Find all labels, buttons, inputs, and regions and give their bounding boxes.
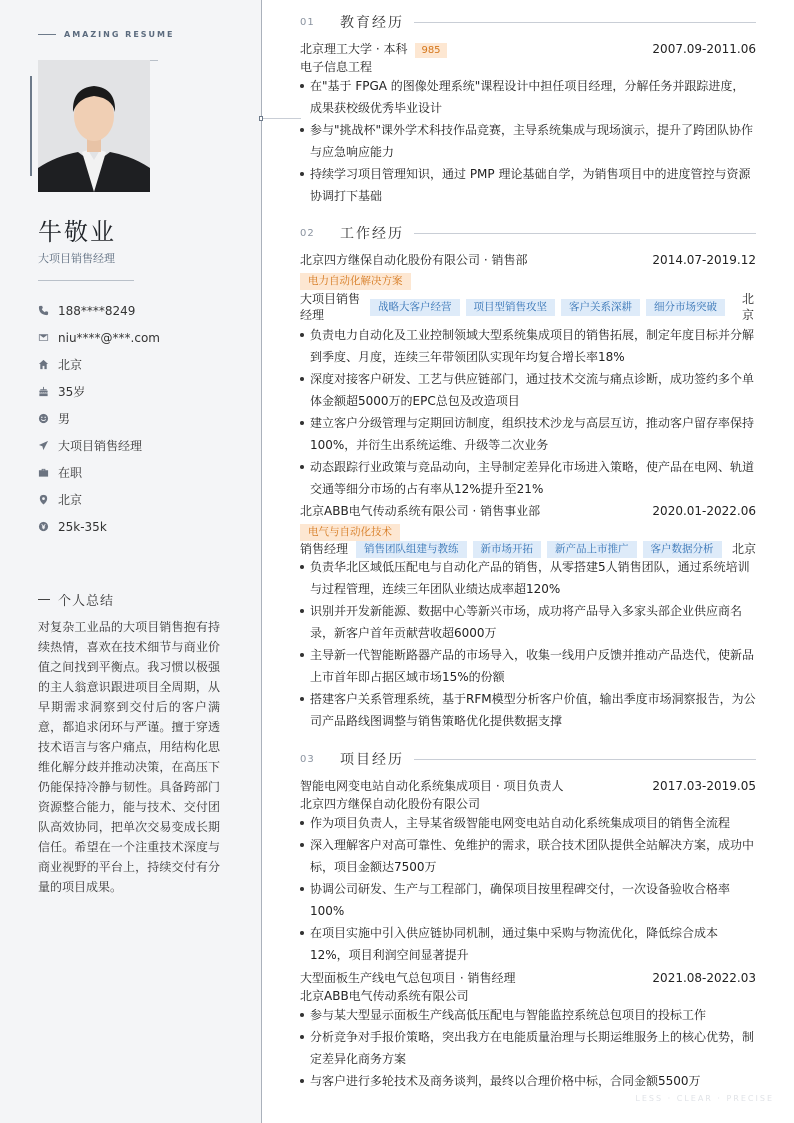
job-bullet: 深度对接客户研发、工艺与供应链部门，通过技术交流与痛点诊断，成功签约多个单体金额超5000万的EPC总包及改造项目 xyxy=(300,368,756,412)
skill-tag: 销售团队组建与教练 xyxy=(356,541,467,558)
summary-heading xyxy=(38,590,114,609)
info-salary: 25k-35k xyxy=(58,519,107,534)
photo-frame-line xyxy=(30,76,32,176)
section-rule xyxy=(414,233,756,234)
skill-tag: 客户数据分析 xyxy=(643,541,722,558)
info-target-role: 大项目销售经理 xyxy=(58,439,143,453)
project-bullets xyxy=(300,812,756,966)
info-item-email xyxy=(38,324,160,351)
section-rule xyxy=(414,759,756,760)
job-header xyxy=(300,502,756,520)
avatar-illustration xyxy=(38,60,150,192)
industry-tag: 电力自动化解决方案 xyxy=(300,273,411,290)
skill-tag: 新产品上市推广 xyxy=(547,541,637,558)
project-header xyxy=(300,777,756,795)
info-item-target xyxy=(38,432,160,459)
skill-tag: 细分市场突破 xyxy=(646,299,725,316)
info-job-status: 在职 xyxy=(58,466,83,480)
project-bullet: 分析竞争对手报价策略，突出我方在电能质量治理与长期运维服务上的核心优势，制定差异化商务方案 xyxy=(300,1026,756,1070)
job-city: 北京 xyxy=(742,292,755,322)
job-bullet: 识别并开发新能源、数据中心等新兴市场，成功将产品导入多家头部企业供应商名录，新客户首年贡献营收超6000万 xyxy=(300,600,756,644)
summary-dash xyxy=(38,599,50,600)
sidebar xyxy=(0,0,262,1123)
job-position: 大项目销售经理 xyxy=(300,292,361,322)
info-hometown: 北京 xyxy=(58,358,83,372)
job-position: 销售经理 xyxy=(300,542,349,556)
school-line xyxy=(300,40,447,58)
job-bullet: 负责华北区域低压配电与自动化产品的销售，从零搭建5人销售团队，通过系统培训与过程管理，连续三年团队业绩达成率超120% xyxy=(300,556,756,600)
project-header xyxy=(300,969,756,987)
profile-name: 牛敬业 xyxy=(38,218,116,246)
job-bullet: 主导新一代智能断路器产品的市场导入，收集一线用户反馈并推动产品迭代，使新品上市首年即占据区域市场15%的份额 xyxy=(300,644,756,688)
brand xyxy=(38,30,174,39)
info-email: niu****@***.com xyxy=(58,330,160,345)
contact-info-list xyxy=(38,297,160,540)
job-date: 2014.07-2019.12 xyxy=(652,253,756,267)
briefcase-icon xyxy=(38,467,58,478)
job-bullets xyxy=(300,556,756,732)
summary-text: 对复杂工业品的大项目销售抱有持续热情，喜欢在技术细节与商业价值之间找到平衡点。我习惯以极强的主人翁意识跟进项目全周期，从早期需求洞察到交付后的客户满意，都追求闭环与严谨。擅于穿透技术语言与客户痛点，用结构化思维化解分歧并推动决策，在高压下仍能保持冷静与韧性。具备跨部门资源整合能力，能与技术、交付团队高效协同，把单次交易变成长期信任。希望在一个注重技术深度与商业视野的平台上，持续交付有分量的项目成果。 xyxy=(38,620,220,894)
skill-tag: 项目型销售攻坚 xyxy=(466,299,556,316)
project-date: 2021.08-2022.03 xyxy=(652,971,756,985)
section-work-header xyxy=(300,223,756,243)
job-header xyxy=(300,251,756,269)
timeline-connector xyxy=(261,118,301,119)
info-phone: 188****8249 xyxy=(58,303,136,318)
summary-title: 个人总结 xyxy=(58,594,115,609)
education-bullet: 持续学习项目管理知识，通过 PMP 理论基础自学，为销售项目中的进度管控与资源协调打下基础 xyxy=(300,163,756,207)
footer-watermark: LESS · CLEAR · PRECISE xyxy=(635,1094,774,1103)
skill-tag: 客户关系深耕 xyxy=(561,299,640,316)
project-bullet: 深入理解客户对高可靠性、免维护的需求，联合技术团队提供全站解决方案，成功中标，项目金额达7500万 xyxy=(300,834,756,878)
section-title: 项目经历 xyxy=(340,752,404,768)
home-icon xyxy=(38,359,58,370)
education-date: 2007.09-2011.06 xyxy=(652,42,756,56)
job-bullet: 建立客户分级管理与定期回访制度，组织技术沙龙与高层互访，推动客户留存率保持100%，并衍生出系统运维、升级等二次业务 xyxy=(300,412,756,456)
project-company: 北京四方继保自动化股份有限公司 xyxy=(300,797,481,811)
section-number: 03 xyxy=(300,753,315,765)
job-bullet: 负责电力自动化及工业控制领域大型系统集成项目的销售拓展，制定年度目标并分解到季度、月度，连续三年带领团队实现年均复合增长率18% xyxy=(300,324,756,368)
education-bullet: 参与"挑战杯"课外学术科技作品竞赛，主导系统集成与现场演示，提升了跨团队协作与应急响应能力 xyxy=(300,119,756,163)
info-item-gender xyxy=(38,405,160,432)
info-age: 35岁 xyxy=(58,385,86,399)
smile-icon xyxy=(38,413,58,424)
section-education-header xyxy=(300,12,756,32)
project-name: 智能电网变电站自动化系统集成项目 · 项目负责人 xyxy=(300,779,564,793)
info-item-phone xyxy=(38,297,160,324)
info-item-location xyxy=(38,486,160,513)
education-entry-header xyxy=(300,40,756,58)
project-date: 2017.03-2019.05 xyxy=(652,779,756,793)
info-item-home xyxy=(38,351,160,378)
section-rule xyxy=(414,22,756,23)
skill-tags xyxy=(370,291,731,316)
job-date: 2020.01-2022.06 xyxy=(652,504,756,518)
project-bullet: 与客户进行多轮技术及商务谈判，最终以合理价格中标，合同金额5500万 xyxy=(300,1070,756,1092)
role-divider xyxy=(38,280,134,281)
job-bullets xyxy=(300,324,756,500)
info-gender: 男 xyxy=(58,412,71,426)
avatar-photo xyxy=(38,60,150,192)
project-bullets xyxy=(300,1004,756,1092)
school-name: 北京理工大学 · 本科 xyxy=(300,42,408,56)
location-icon xyxy=(38,494,58,505)
section-number: 02 xyxy=(300,227,315,239)
cake-icon xyxy=(38,386,58,397)
project-bullet: 作为项目负责人，主导某省级智能电网变电站自动化系统集成项目的销售全流程 xyxy=(300,812,756,834)
info-item-age xyxy=(38,378,160,405)
job-company: 北京ABB电气传动系统有限公司 · 销售事业部 xyxy=(300,504,541,518)
job-tag-row xyxy=(300,291,756,323)
section-number: 01 xyxy=(300,16,315,28)
section-projects-header xyxy=(300,749,756,769)
industry-tag: 电气与自动化技术 xyxy=(300,524,400,541)
profile-role: 大项目销售经理 xyxy=(38,252,115,265)
project-name: 大型面板生产线电气总包项目 · 销售经理 xyxy=(300,971,516,985)
education-bullets xyxy=(300,75,756,207)
skill-tag: 新市场开拓 xyxy=(473,541,542,558)
info-item-status xyxy=(38,459,160,486)
phone-icon xyxy=(38,305,58,316)
section-title: 教育经历 xyxy=(340,15,404,31)
info-item-salary xyxy=(38,513,160,540)
brand-text: AMAZING RESUME xyxy=(64,30,175,39)
school-rank-badge: 985 xyxy=(415,43,446,58)
project-bullet: 参与某大型显示面板生产线高低压配电与智能监控系统总包项目的投标工作 xyxy=(300,1004,756,1026)
education-bullet: 在"基于 FPGA 的图像处理系统"课程设计中担任项目经理，分解任务并跟踪进度，成果获校级优秀毕业设计 xyxy=(300,75,756,119)
project-bullet: 协调公司研发、生产与工程部门，确保项目按里程碑交付，一次设备验收合格率100% xyxy=(300,878,756,922)
job-company: 北京四方继保自动化股份有限公司 · 销售部 xyxy=(300,253,528,267)
project-company: 北京ABB电气传动系统有限公司 xyxy=(300,989,469,1003)
timeline-marker xyxy=(259,116,263,121)
section-title: 工作经历 xyxy=(340,226,404,242)
education-major: 电子信息工程 xyxy=(300,60,373,74)
salary-icon xyxy=(38,521,58,532)
job-bullet: 动态跟踪行业政策与竞品动向，主导制定差异化市场进入策略，使产品在电网、轨道交通等细分市场的占有率从12%提升至21% xyxy=(300,456,756,500)
skill-tag: 战略大客户经营 xyxy=(370,299,460,316)
info-location: 北京 xyxy=(58,493,83,507)
send-icon xyxy=(38,440,58,451)
job-city: 北京 xyxy=(731,542,756,556)
project-bullet: 在项目实施中引入供应链协同机制，通过集中采购与物流优化，降低综合成本12%，项目利润空间显著提升 xyxy=(300,922,756,966)
brand-divider xyxy=(38,34,56,35)
mail-icon xyxy=(38,332,58,343)
job-bullet: 搭建客户关系管理系统，基于RFM模型分析客户价值，输出季度市场洞察报告，为公司产品路线图调整与销售策略优化提供数据支撑 xyxy=(300,688,756,732)
